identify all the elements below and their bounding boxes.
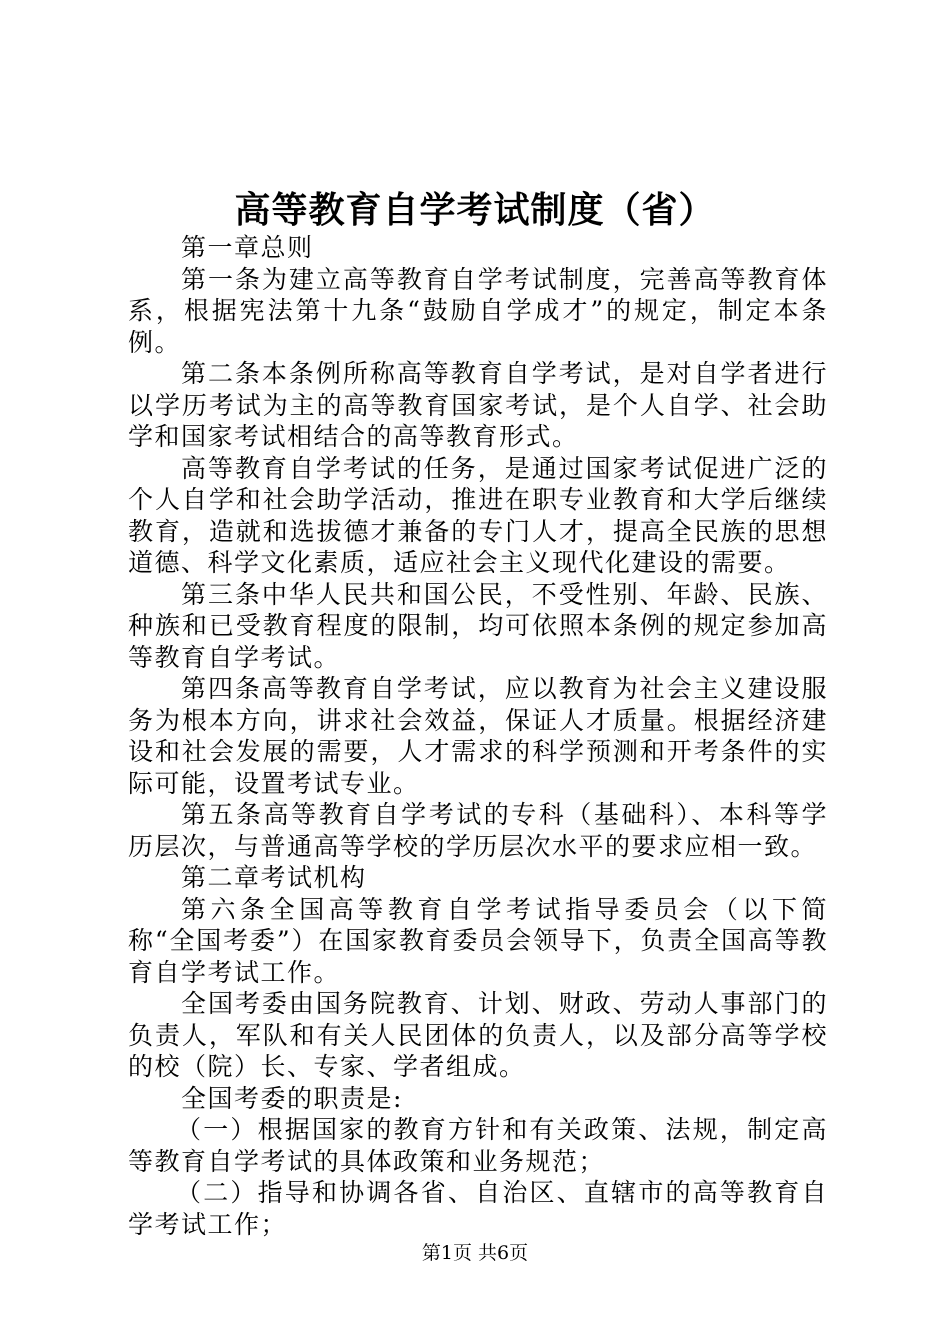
paragraph: 全国考委的职责是:	[181, 1083, 403, 1113]
paragraph: 高等教育自学考试的任务，是通过国家考试促进广泛的个人自学和社会助学活动，推进在职专业教育和大学后继续教育，造就和选拔德才兼备的专门人才，提高全民族的思想道德、科学文化素质，适应社会主义现代化建设的需要。	[128, 453, 828, 577]
paragraph: 全国考委由国务院教育、计划、财政、劳动人事部门的负责人，军队和有关人民团体的负责人，以及部分高等学校的校（院）长、专家、学者组成。	[128, 989, 828, 1081]
document-body	[128, 232, 828, 1240]
page-number-footer: 第1页 共6页	[421, 1242, 529, 1264]
paragraph: 第二条本条例所称高等教育自学考试，是对自学者进行以学历考试为主的高等教育国家考试，是个人自学、社会助学和国家考试相结合的高等教育形式。	[128, 359, 828, 451]
paragraph: 第六条全国高等教育自学考试指导委员会（以下简称“全国考委”）在国家教育委员会领导下，负责全国高等教育自学考试工作。	[128, 894, 828, 987]
paragraph: 第三条中华人民共和国公民，不受性别、年龄、民族、种族和已受教育程度的限制，均可依照本条例的规定参加高等教育自学考试。	[128, 579, 828, 672]
paragraph: 第五条高等教育自学考试的专科（基础科）、本科等学历层次，与普通高等学校的学历层次水平的要求应相一致。	[128, 800, 828, 861]
chapter-heading: 第二章考试机构	[181, 863, 367, 892]
document-title: 高等教育自学考试制度（省）	[234, 189, 716, 231]
list-item: （二）指导和协调各省、自治区、直辖市的高等教育自学考试工作；	[128, 1178, 828, 1239]
chapter-heading: 第一章总则	[181, 233, 314, 262]
paragraph: 第四条高等教育自学考试，应以教育为社会主义建设服务为根本方向，讲求社会效益，保证人才质量。根据经济建设和社会发展的需要，人才需求的科学预测和开考条件的实际可能，设置考试专业。	[128, 674, 828, 798]
list-item: （一）根据国家的教育方针和有关政策、法规，制定高等教育自学考试的具体政策和业务规范；	[128, 1115, 828, 1176]
paragraph: 第一条为建立高等教育自学考试制度，完善高等教育体系，根据宪法第十九条“鼓励自学成才”的规定，制定本条例。	[128, 264, 828, 357]
